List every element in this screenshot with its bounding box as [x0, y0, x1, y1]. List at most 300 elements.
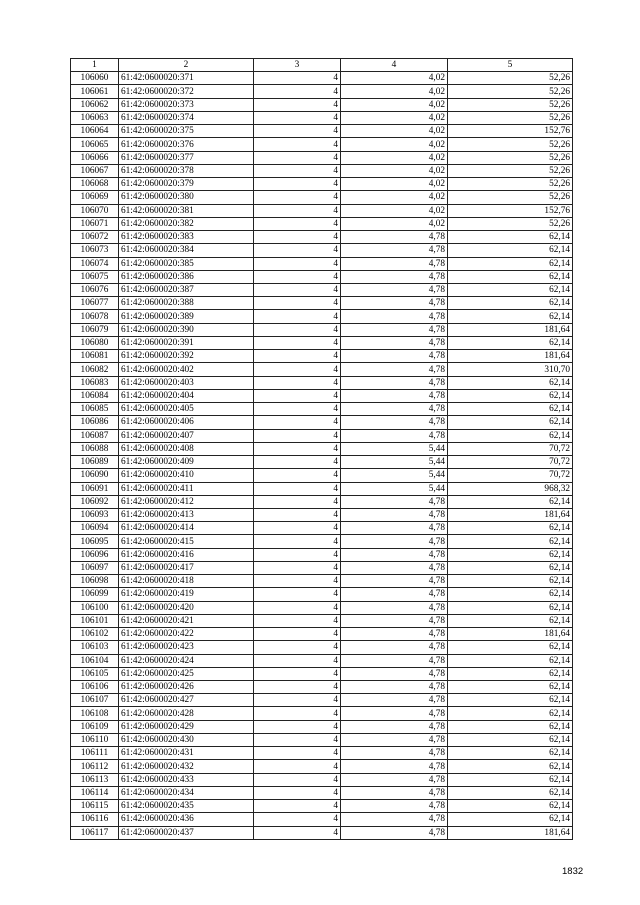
- column-3-cell: 4: [254, 231, 341, 244]
- table-row: [71, 760, 573, 773]
- table-row: [71, 694, 573, 707]
- column-4-cell: 4,78: [341, 667, 448, 680]
- column-3-cell: 4: [254, 270, 341, 283]
- column-5-cell: 62,14: [448, 257, 573, 270]
- row-id-cell: 106065: [71, 138, 119, 151]
- column-4-cell: 4,78: [341, 231, 448, 244]
- table-row: [71, 336, 573, 349]
- column-4-cell: 4,02: [341, 151, 448, 164]
- table-row: [71, 244, 573, 257]
- column-5-cell: 52,26: [448, 217, 573, 230]
- column-4-cell: 4,02: [341, 164, 448, 177]
- row-id-cell: 106102: [71, 628, 119, 641]
- column-5-cell: 70,72: [448, 442, 573, 455]
- row-id-cell: 106084: [71, 389, 119, 402]
- row-id-cell: 106060: [71, 72, 119, 85]
- cadastral-number-cell: 61:42:0600020:418: [119, 575, 254, 588]
- column-3-cell: 4: [254, 614, 341, 627]
- cadastral-number-cell: 61:42:0600020:390: [119, 323, 254, 336]
- column-4-cell: 4,78: [341, 694, 448, 707]
- table-row: [71, 376, 573, 389]
- table-row: [71, 98, 573, 111]
- row-id-cell: 106083: [71, 376, 119, 389]
- table-row: [71, 786, 573, 799]
- column-3-cell: 4: [254, 760, 341, 773]
- column-3-cell: 4: [254, 429, 341, 442]
- column-4-cell: 4,78: [341, 416, 448, 429]
- row-id-cell: 106076: [71, 283, 119, 296]
- row-id-cell: 106093: [71, 508, 119, 521]
- column-5-cell: 62,14: [448, 548, 573, 561]
- row-id-cell: 106103: [71, 641, 119, 654]
- column-5-cell: 62,14: [448, 681, 573, 694]
- table-row: [71, 270, 573, 283]
- table-row: [71, 389, 573, 402]
- table-row: [71, 535, 573, 548]
- column-3-cell: 4: [254, 588, 341, 601]
- column-5-cell: 70,72: [448, 469, 573, 482]
- column-3-cell: 4: [254, 482, 341, 495]
- cadastral-number-cell: 61:42:0600020:405: [119, 403, 254, 416]
- column-3-cell: 4: [254, 98, 341, 111]
- cadastral-number-cell: 61:42:0600020:428: [119, 707, 254, 720]
- cadastral-number-cell: 61:42:0600020:411: [119, 482, 254, 495]
- column-3-cell: 4: [254, 350, 341, 363]
- row-id-cell: 106089: [71, 456, 119, 469]
- row-id-cell: 106098: [71, 575, 119, 588]
- column-4-cell: 4,78: [341, 813, 448, 826]
- column-4-cell: 4,78: [341, 826, 448, 839]
- column-4-cell: 5,44: [341, 442, 448, 455]
- column-5-cell: 62,14: [448, 297, 573, 310]
- column-5-cell: 70,72: [448, 456, 573, 469]
- column-3-cell: 4: [254, 786, 341, 799]
- column-4-cell: 4,78: [341, 588, 448, 601]
- row-id-cell: 106106: [71, 681, 119, 694]
- column-4-cell: 4,78: [341, 575, 448, 588]
- column-3-cell: 4: [254, 204, 341, 217]
- column-4-cell: 4,78: [341, 773, 448, 786]
- column-5-cell: 52,26: [448, 85, 573, 98]
- column-4-cell: 4,02: [341, 138, 448, 151]
- column-5-cell: 62,14: [448, 283, 573, 296]
- column-3-cell: 4: [254, 667, 341, 680]
- column-4-cell: 4,78: [341, 310, 448, 323]
- column-5-cell: 62,14: [448, 588, 573, 601]
- column-3-cell: 4: [254, 747, 341, 760]
- column-3-cell: 4: [254, 191, 341, 204]
- header-row: [71, 59, 573, 72]
- column-3-cell: 4: [254, 297, 341, 310]
- cadastral-number-cell: 61:42:0600020:374: [119, 111, 254, 124]
- row-id-cell: 106094: [71, 522, 119, 535]
- row-id-cell: 106077: [71, 297, 119, 310]
- cadastral-number-cell: 61:42:0600020:371: [119, 72, 254, 85]
- cadastral-number-cell: 61:42:0600020:417: [119, 561, 254, 574]
- row-id-cell: 106066: [71, 151, 119, 164]
- row-id-cell: 106095: [71, 535, 119, 548]
- table-row: [71, 747, 573, 760]
- column-3-cell: 4: [254, 389, 341, 402]
- column-5-cell: 62,14: [448, 786, 573, 799]
- column-4-cell: 4,78: [341, 389, 448, 402]
- column-4-cell: 4,78: [341, 350, 448, 363]
- table-row: [71, 641, 573, 654]
- row-id-cell: 106109: [71, 720, 119, 733]
- column-3-cell: 4: [254, 694, 341, 707]
- row-id-cell: 106079: [71, 323, 119, 336]
- table-body: [71, 72, 573, 840]
- column-5-cell: 62,14: [448, 522, 573, 535]
- column-3-cell: 4: [254, 800, 341, 813]
- cadastral-number-cell: 61:42:0600020:379: [119, 178, 254, 191]
- row-id-cell: 106110: [71, 733, 119, 746]
- row-id-cell: 106113: [71, 773, 119, 786]
- cadastral-number-cell: 61:42:0600020:383: [119, 231, 254, 244]
- column-5-cell: 181,64: [448, 508, 573, 521]
- column-4-cell: 4,02: [341, 111, 448, 124]
- column-5-cell: 62,14: [448, 614, 573, 627]
- cadastral-number-cell: 61:42:0600020:391: [119, 336, 254, 349]
- column-5-cell: 62,14: [448, 694, 573, 707]
- table-row: [71, 614, 573, 627]
- cadastral-number-cell: 61:42:0600020:392: [119, 350, 254, 363]
- table-row: [71, 707, 573, 720]
- table-row: [71, 429, 573, 442]
- column-4-cell: 4,78: [341, 628, 448, 641]
- row-id-cell: 106117: [71, 826, 119, 839]
- column-5-cell: 181,64: [448, 323, 573, 336]
- column-5-cell: 152,76: [448, 204, 573, 217]
- row-id-cell: 106062: [71, 98, 119, 111]
- cadastral-number-cell: 61:42:0600020:420: [119, 601, 254, 614]
- column-4-cell: 4,02: [341, 178, 448, 191]
- column-5-cell: 62,14: [448, 813, 573, 826]
- column-3-cell: 4: [254, 151, 341, 164]
- cadastral-number-cell: 61:42:0600020:427: [119, 694, 254, 707]
- table-row: [71, 178, 573, 191]
- cadastral-number-cell: 61:42:0600020:402: [119, 363, 254, 376]
- row-id-cell: 106068: [71, 178, 119, 191]
- column-5-cell: 62,14: [448, 403, 573, 416]
- cadastral-number-cell: 61:42:0600020:408: [119, 442, 254, 455]
- column-5-cell: 62,14: [448, 270, 573, 283]
- cadastral-number-cell: 61:42:0600020:373: [119, 98, 254, 111]
- table-row: [71, 85, 573, 98]
- row-id-cell: 106080: [71, 336, 119, 349]
- table-row: [71, 416, 573, 429]
- row-id-cell: 106091: [71, 482, 119, 495]
- column-3-cell: 4: [254, 244, 341, 257]
- column-4-cell: 4,02: [341, 217, 448, 230]
- column-3-cell: 4: [254, 111, 341, 124]
- row-id-cell: 106061: [71, 85, 119, 98]
- cadastral-number-cell: 61:42:0600020:421: [119, 614, 254, 627]
- column-4-cell: 5,44: [341, 456, 448, 469]
- column-5-cell: 52,26: [448, 98, 573, 111]
- row-id-cell: 106067: [71, 164, 119, 177]
- cadastral-number-cell: 61:42:0600020:436: [119, 813, 254, 826]
- row-id-cell: 106087: [71, 429, 119, 442]
- row-id-cell: 106104: [71, 654, 119, 667]
- row-id-cell: 106114: [71, 786, 119, 799]
- table-row: [71, 628, 573, 641]
- table-row: [71, 588, 573, 601]
- column-4-cell: 4,78: [341, 601, 448, 614]
- column-4-cell: 4,78: [341, 747, 448, 760]
- table-row: [71, 654, 573, 667]
- column-3-cell: 4: [254, 178, 341, 191]
- row-id-cell: 106090: [71, 469, 119, 482]
- column-5-cell: 62,14: [448, 376, 573, 389]
- cadastral-number-cell: 61:42:0600020:426: [119, 681, 254, 694]
- cadastral-number-cell: 61:42:0600020:412: [119, 495, 254, 508]
- column-5-cell: 62,14: [448, 760, 573, 773]
- column-3-cell: 4: [254, 416, 341, 429]
- column-3-cell: 4: [254, 535, 341, 548]
- table-row: [71, 442, 573, 455]
- column-5-cell: 52,26: [448, 178, 573, 191]
- cadastral-number-cell: 61:42:0600020:434: [119, 786, 254, 799]
- cadastral-number-cell: 61:42:0600020:387: [119, 283, 254, 296]
- row-id-cell: 106116: [71, 813, 119, 826]
- table-row: [71, 191, 573, 204]
- row-id-cell: 106071: [71, 217, 119, 230]
- column-3-cell: 4: [254, 257, 341, 270]
- column-5-cell: 62,14: [448, 244, 573, 257]
- column-5-cell: 181,64: [448, 350, 573, 363]
- table-row: [71, 482, 573, 495]
- column-3-cell: 4: [254, 72, 341, 85]
- table-row: [71, 813, 573, 826]
- cadastral-number-cell: 61:42:0600020:381: [119, 204, 254, 217]
- row-id-cell: 106064: [71, 125, 119, 138]
- table-row: [71, 575, 573, 588]
- column-3-cell: 4: [254, 733, 341, 746]
- column-4-cell: 4,02: [341, 191, 448, 204]
- column-header-5: 5: [448, 59, 573, 72]
- column-5-cell: 52,26: [448, 151, 573, 164]
- column-5-cell: 62,14: [448, 429, 573, 442]
- cadastral-number-cell: 61:42:0600020:432: [119, 760, 254, 773]
- column-4-cell: 4,78: [341, 654, 448, 667]
- column-4-cell: 4,02: [341, 98, 448, 111]
- column-3-cell: 4: [254, 283, 341, 296]
- column-5-cell: 181,64: [448, 826, 573, 839]
- table-row: [71, 522, 573, 535]
- column-3-cell: 4: [254, 601, 341, 614]
- cadastral-number-cell: 61:42:0600020:372: [119, 85, 254, 98]
- column-3-cell: 4: [254, 164, 341, 177]
- column-5-cell: 62,14: [448, 773, 573, 786]
- table-row: [71, 508, 573, 521]
- column-4-cell: 4,78: [341, 336, 448, 349]
- cadastral-number-cell: 61:42:0600020:430: [119, 733, 254, 746]
- column-3-cell: 4: [254, 336, 341, 349]
- column-3-cell: 4: [254, 495, 341, 508]
- table-row: [71, 800, 573, 813]
- column-header-2: 2: [119, 59, 254, 72]
- column-4-cell: 4,02: [341, 85, 448, 98]
- column-3-cell: 4: [254, 654, 341, 667]
- table-row: [71, 495, 573, 508]
- cadastral-number-cell: 61:42:0600020:435: [119, 800, 254, 813]
- table-row: [71, 773, 573, 786]
- column-5-cell: 181,64: [448, 628, 573, 641]
- column-5-cell: 62,14: [448, 733, 573, 746]
- table-row: [71, 667, 573, 680]
- column-5-cell: 62,14: [448, 667, 573, 680]
- row-id-cell: 106069: [71, 191, 119, 204]
- cadastral-number-cell: 61:42:0600020:415: [119, 535, 254, 548]
- column-4-cell: 4,02: [341, 125, 448, 138]
- table-row: [71, 125, 573, 138]
- row-id-cell: 106115: [71, 800, 119, 813]
- column-3-cell: 4: [254, 681, 341, 694]
- column-3-cell: 4: [254, 720, 341, 733]
- cadastral-number-cell: 61:42:0600020:407: [119, 429, 254, 442]
- column-4-cell: 4,78: [341, 403, 448, 416]
- table-row: [71, 151, 573, 164]
- column-4-cell: 4,78: [341, 707, 448, 720]
- row-id-cell: 106074: [71, 257, 119, 270]
- column-5-cell: 62,14: [448, 641, 573, 654]
- column-3-cell: 4: [254, 376, 341, 389]
- row-id-cell: 106085: [71, 403, 119, 416]
- row-id-cell: 106088: [71, 442, 119, 455]
- cadastral-number-cell: 61:42:0600020:422: [119, 628, 254, 641]
- column-4-cell: 4,78: [341, 297, 448, 310]
- table-row: [71, 561, 573, 574]
- cadastral-number-cell: 61:42:0600020:424: [119, 654, 254, 667]
- table-row: [71, 681, 573, 694]
- column-3-cell: 4: [254, 575, 341, 588]
- table-row: [71, 164, 573, 177]
- cadastral-number-cell: 61:42:0600020:423: [119, 641, 254, 654]
- column-3-cell: 4: [254, 773, 341, 786]
- cadastral-number-cell: 61:42:0600020:429: [119, 720, 254, 733]
- cadastral-number-cell: 61:42:0600020:377: [119, 151, 254, 164]
- column-5-cell: 62,14: [448, 654, 573, 667]
- cadastral-number-cell: 61:42:0600020:404: [119, 389, 254, 402]
- cadastral-number-cell: 61:42:0600020:413: [119, 508, 254, 521]
- table-row: [71, 720, 573, 733]
- row-id-cell: 106070: [71, 204, 119, 217]
- column-5-cell: 62,14: [448, 707, 573, 720]
- column-header-1: 1: [71, 59, 119, 72]
- table-row: [71, 111, 573, 124]
- column-3-cell: 4: [254, 217, 341, 230]
- table-row: [71, 456, 573, 469]
- cadastral-number-cell: 61:42:0600020:376: [119, 138, 254, 151]
- column-3-cell: 4: [254, 138, 341, 151]
- table-row: [71, 469, 573, 482]
- table-row: [71, 310, 573, 323]
- table-row: [71, 204, 573, 217]
- table-row: [71, 548, 573, 561]
- cadastral-number-cell: 61:42:0600020:425: [119, 667, 254, 680]
- cadastral-number-cell: 61:42:0600020:384: [119, 244, 254, 257]
- cadastral-number-cell: 61:42:0600020:388: [119, 297, 254, 310]
- column-3-cell: 4: [254, 826, 341, 839]
- column-5-cell: 52,26: [448, 138, 573, 151]
- column-4-cell: 4,02: [341, 72, 448, 85]
- column-3-cell: 4: [254, 310, 341, 323]
- column-3-cell: 4: [254, 403, 341, 416]
- column-5-cell: 52,26: [448, 72, 573, 85]
- column-4-cell: 4,78: [341, 376, 448, 389]
- cadastral-number-cell: 61:42:0600020:416: [119, 548, 254, 561]
- column-3-cell: 4: [254, 456, 341, 469]
- column-4-cell: 4,78: [341, 323, 448, 336]
- column-4-cell: 4,78: [341, 786, 448, 799]
- column-5-cell: 62,14: [448, 535, 573, 548]
- column-5-cell: 62,14: [448, 495, 573, 508]
- column-header-3: 3: [254, 59, 341, 72]
- column-3-cell: 4: [254, 323, 341, 336]
- column-4-cell: 4,78: [341, 535, 448, 548]
- cadastral-number-cell: 61:42:0600020:382: [119, 217, 254, 230]
- table-row: [71, 257, 573, 270]
- column-5-cell: 968,32: [448, 482, 573, 495]
- table-row: [71, 733, 573, 746]
- row-id-cell: 106086: [71, 416, 119, 429]
- column-4-cell: 4,02: [341, 204, 448, 217]
- table-row: [71, 601, 573, 614]
- column-header-4: 4: [341, 59, 448, 72]
- row-id-cell: 106072: [71, 231, 119, 244]
- table-row: [71, 231, 573, 244]
- row-id-cell: 106107: [71, 694, 119, 707]
- row-id-cell: 106108: [71, 707, 119, 720]
- column-3-cell: 4: [254, 561, 341, 574]
- column-5-cell: 310,70: [448, 363, 573, 376]
- cadastral-number-cell: 61:42:0600020:414: [119, 522, 254, 535]
- column-4-cell: 4,78: [341, 522, 448, 535]
- column-3-cell: 4: [254, 442, 341, 455]
- row-id-cell: 106078: [71, 310, 119, 323]
- column-4-cell: 4,78: [341, 363, 448, 376]
- row-id-cell: 106096: [71, 548, 119, 561]
- column-5-cell: 62,14: [448, 561, 573, 574]
- column-4-cell: 4,78: [341, 733, 448, 746]
- column-4-cell: 4,78: [341, 720, 448, 733]
- row-id-cell: 106082: [71, 363, 119, 376]
- column-5-cell: 62,14: [448, 747, 573, 760]
- row-id-cell: 106063: [71, 111, 119, 124]
- cadastral-table: [70, 58, 573, 840]
- table-row: [71, 403, 573, 416]
- table-row: [71, 826, 573, 839]
- column-5-cell: 62,14: [448, 231, 573, 244]
- column-4-cell: 4,78: [341, 283, 448, 296]
- column-5-cell: 62,14: [448, 601, 573, 614]
- row-id-cell: 106111: [71, 747, 119, 760]
- column-4-cell: 4,78: [341, 800, 448, 813]
- column-5-cell: 62,14: [448, 800, 573, 813]
- column-4-cell: 4,78: [341, 614, 448, 627]
- cadastral-number-cell: 61:42:0600020:403: [119, 376, 254, 389]
- column-5-cell: 62,14: [448, 720, 573, 733]
- column-3-cell: 4: [254, 813, 341, 826]
- table-row: [71, 350, 573, 363]
- cadastral-number-cell: 61:42:0600020:385: [119, 257, 254, 270]
- column-5-cell: 52,26: [448, 191, 573, 204]
- row-id-cell: 106112: [71, 760, 119, 773]
- column-3-cell: 4: [254, 641, 341, 654]
- table-row: [71, 283, 573, 296]
- column-4-cell: 5,44: [341, 482, 448, 495]
